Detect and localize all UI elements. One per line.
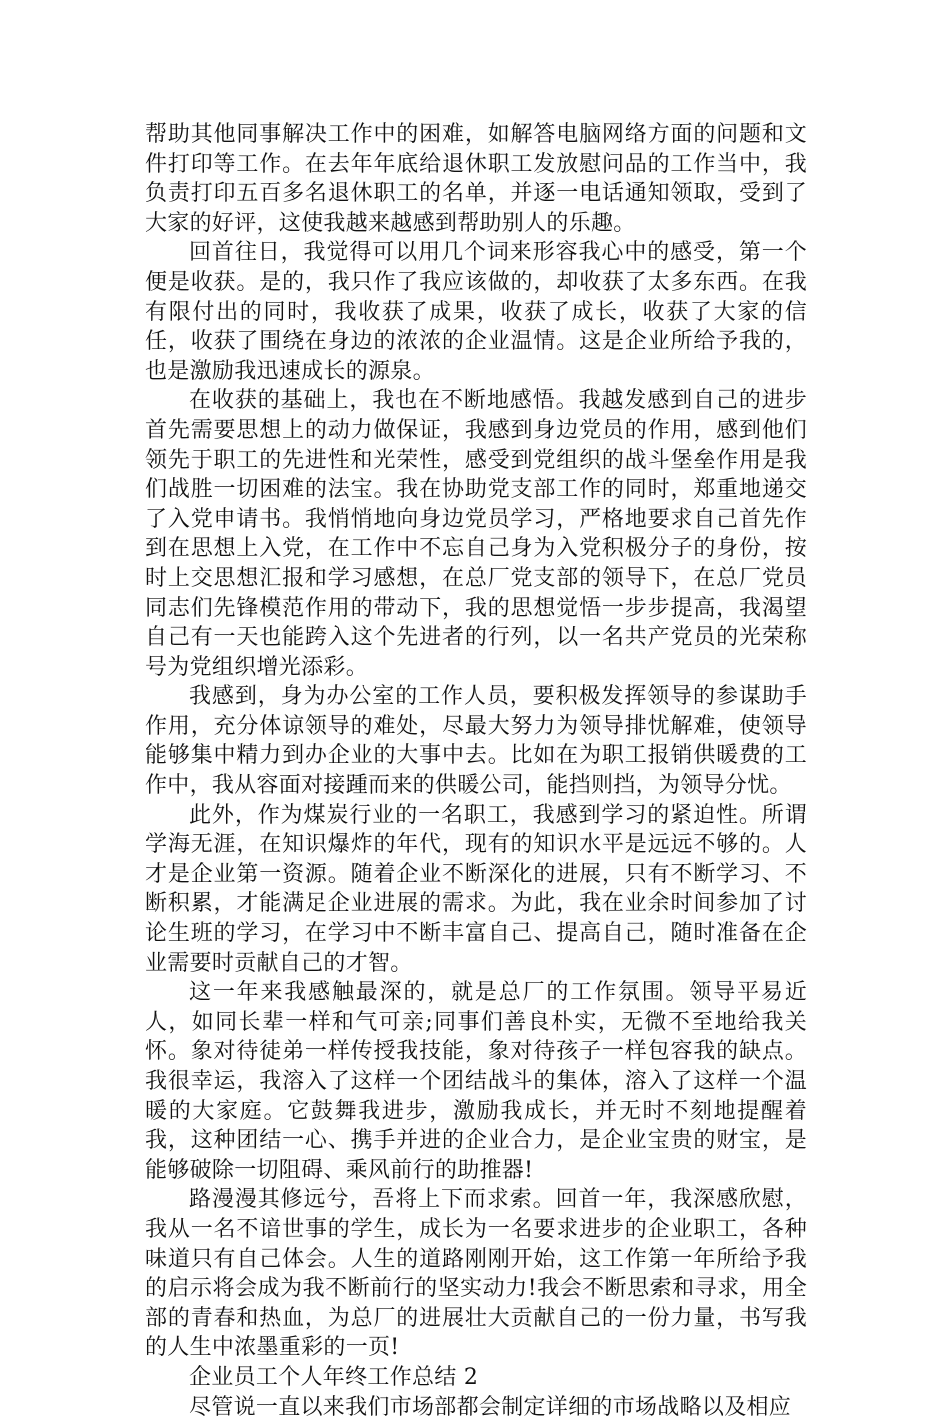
paragraph-2: 回首往日，我觉得可以用几个词来形容我心中的感受，第一个便是收获。是的，我只作了我应该做的，却收获了太多东西。在我有限付出的同时，我收获了成果，收获了成长，收获了大家的信任，收获了围绕在身边的浓浓的企业温情。这是企业所给予我的，也是激励我迅速成长的源泉。 [145, 240, 807, 384]
paragraph-5: 此外，作为煤炭行业的一名职工，我感到学习的紧迫性。所谓学海无涯，在知识爆炸的年代，现有的知识水平是远远不够的。人才是企业第一资源。随着企业不断深化的进展，只有不断学习、不断积累，才能满足企业进展的需求。为此，我在业余时间参加了讨论生班的学习，在学习中不断丰富自己、提高自己，随时准备在企业需要时贡献自己的才智。 [145, 802, 807, 976]
paragraph-1: 帮助其他同事解决工作中的困难，如解答电脑网络方面的问题和文件打印等工作。在去年年底给退休职工发放慰问品的工作当中，我负责打印五百多名退休职工的名单，并逐一电话通知领取，受到了大家的好评，这使我越来越感到帮助别人的乐趣。 [145, 122, 807, 236]
document-body [145, 120, 807, 1422]
paragraph-3: 在收获的基础上，我也在不断地感悟。我越发感到自己的进步首先需要思想上的动力做保证，我感到身边党员的作用，感到他们领先于职工的先进性和光荣性，感受到党组织的战斗堡垒作用是我们战胜一切困难的法宝。我在协助党支部工作的同时，郑重地递交了入党申请书。我悄悄地向身边党员学习，严格地要求自己首先作到在思想上入党，在工作中不忘自己身为入党积极分子的身份，按时上交思想汇报和学习感想，在总厂党支部的领导下，在总厂党员同志们先锋模范作用的带动下，我的思想觉悟一步步提高，我渴望自己有一天也能跨入这个先进者的行列，以一名共产党员的光荣称号为党组织增光添彩。 [145, 388, 807, 680]
section-title: 企业员工个人年终工作总结 2 [189, 1364, 479, 1390]
paragraph-7: 路漫漫其修远兮，吾将上下而求索。回首一年，我深感欣慰，我从一名不谙世事的学生，成长为一名要求进步的企业职工，各种味道只有自己体会。人生的道路刚刚开始，这工作第一年所给予我的启示将会成为我不断前行的坚实动力!我会不断思索和寻求，用全部的青春和热血，为总厂的进展壮大贡献自己的一份力量，书写我的人生中浓墨重彩的一页! [145, 1187, 807, 1361]
paragraph-4: 我感到，身为办公室的工作人员，要积极发挥领导的参谋助手作用，充分体谅领导的难处，尽最大努力为领导排忧解难，使领导能够集中精力到办企业的大事中去。比如在为职工报销供暖费的工作中，我从容面对接踵而来的供暖公司，能挡则挡，为领导分忧。 [145, 684, 807, 799]
paragraph-6: 这一年来我感触最深的，就是总厂的工作氛围。领导平易近人，如同长辈一样和气可亲;同事们善良朴实，无微不至地给我关怀。象对待徒弟一样传授我技能，象对待孩子一样包容我的缺点。我很幸运，我溶入了这样一个团结战斗的集体，溶入了这样一个温暖的大家庭。它鼓舞我进步，激励我成长，并无时不刻地提醒着我，这种团结一心、携手并进的企业合力，是企业宝贵的财宝，是能够破除一切阻碍、乘风前行的助推器! [145, 980, 807, 1183]
closing-paragraph: 尽管说一直以来我们市场部都会制定详细的市场战略以及相应 [189, 1394, 792, 1420]
